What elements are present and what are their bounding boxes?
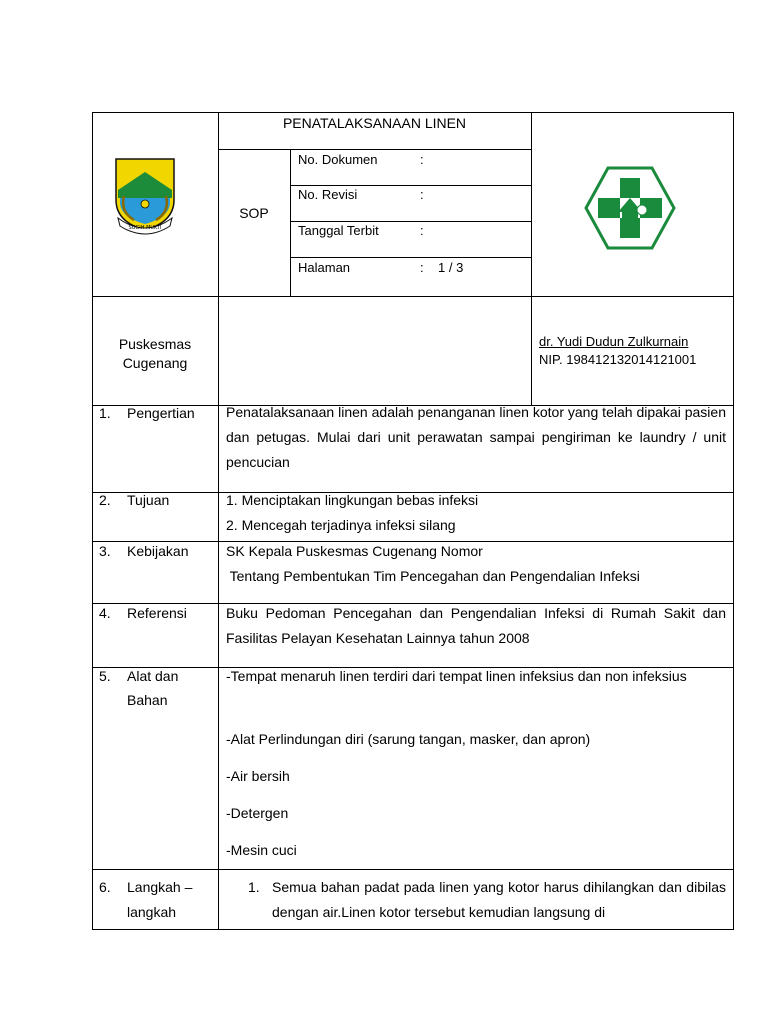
field-label-no-dokumen: No. Dokumen <box>298 152 378 167</box>
field-label-halaman: Halaman <box>298 260 351 275</box>
org-name-line1: Puskesmas <box>118 336 192 352</box>
section-text-pengertian: Penatalaksanaan linen adalah penanganan linen kotor yang telah dipakai pasien dan petugas. Mulai dari unit perawatan sampai pengiriman ke laundry / unit pencucian <box>226 404 726 470</box>
signatory-name: dr. Yudi Dudun Zulkurnain <box>539 334 689 349</box>
step-text: Semua bahan padat pada linen yang kotor harus dihilangkan dan dibilas dengan air.Linen kotor tersebut kemudian langsung di <box>272 879 726 920</box>
row-divider <box>92 869 734 870</box>
section-number: 3. <box>99 543 111 559</box>
regency-emblem-icon <box>112 156 178 236</box>
field-sep: : <box>420 152 424 167</box>
row-divider <box>92 541 734 542</box>
signatory-nip: NIP. 198412132014121001 <box>539 352 697 367</box>
alat-item: -Detergen <box>226 805 289 821</box>
field-label-tanggal-terbit: Tanggal Terbit <box>298 223 379 238</box>
field-sep: : <box>420 223 424 238</box>
section-label-tujuan: Tujuan <box>127 492 170 508</box>
table-border-right <box>733 112 734 930</box>
section-number: 1. <box>99 405 111 421</box>
section-label-alat-dan-bahan: Alat dan <box>127 668 179 684</box>
puskesmas-logo-icon <box>584 166 676 250</box>
title-underline <box>218 149 531 150</box>
alat-item: -Air bersih <box>226 768 290 784</box>
kebijakan-line: Tentang Pembentukan Tim Pencegahan dan Pengendalian Infeksi <box>226 568 640 584</box>
kebijakan-line: SK Kepala Puskesmas Cugenang Nomor <box>226 543 483 559</box>
section-number: 2. <box>99 492 111 508</box>
section-label-langkah: Langkah – <box>127 879 193 895</box>
section-label-langkah: langkah <box>127 904 177 920</box>
section-number: 5. <box>99 668 111 684</box>
header-bottom-line <box>92 296 734 297</box>
field-divider <box>290 257 531 258</box>
tujuan-item: 2. Mencegah terjadinya infeksi silang <box>226 517 456 533</box>
section-number: 4. <box>99 605 111 621</box>
referensi-text: Buku Pedoman Pencegahan dan Pengendalian Infeksi di Rumah Sakit dan Fasilitas Pelayan Kesehatan Lainnya tahun 2008 <box>226 605 726 646</box>
table-border-top <box>92 112 734 113</box>
field-sep: : <box>420 260 424 275</box>
alat-item: -Alat Perlindungan diri (sarung tangan, masker, dan apron) <box>226 731 591 747</box>
section-number: 6. <box>99 879 111 895</box>
section-label-pengertian: Pengertian <box>127 405 195 421</box>
section-label-referensi: Referensi <box>127 605 187 621</box>
table-column-divider <box>218 112 219 930</box>
section-label-alat-dan-bahan: Bahan <box>127 692 168 708</box>
sop-divider <box>290 149 291 296</box>
table-border-bottom <box>92 929 734 930</box>
tujuan-item: 1. Menciptakan lingkungan bebas infeksi <box>226 492 479 508</box>
field-label-no-revisi: No. Revisi <box>298 187 358 202</box>
emblem-motto: SUGIH MUKTI <box>128 225 162 231</box>
alat-item: -Mesin cuci <box>226 842 297 858</box>
sop-label: SOP <box>239 205 269 221</box>
step-number: 1. <box>248 879 260 895</box>
alat-item: -Tempat menaruh linen terdiri dari tempat linen infeksius dan non infeksius <box>226 668 687 684</box>
field-value-halaman: 1 / 3 <box>438 260 464 275</box>
org-name-line2: Cugenang <box>122 355 188 371</box>
document-title: PENATALAKSANAAN LINEN <box>282 115 467 131</box>
section-label-kebijakan: Kebijakan <box>127 543 189 559</box>
field-sep: : <box>420 187 424 202</box>
header-right-divider <box>531 112 532 406</box>
table-border-left <box>92 112 93 930</box>
